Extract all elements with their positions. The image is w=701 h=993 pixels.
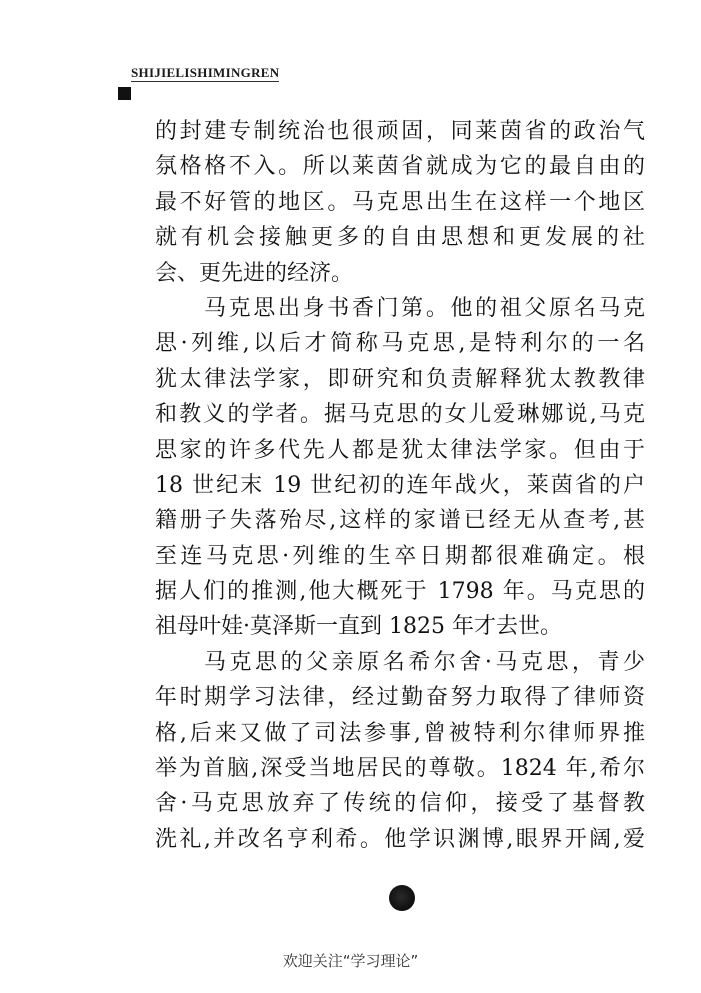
text-line: 举为首脑,深受当地居民的尊敬。1824 年,希尔 [155,756,645,782]
paragraph [155,645,645,857]
paragraph [155,291,645,645]
paragraph [155,114,645,291]
text-line: 思家的许多代先人都是犹太律法学家。但由于 [155,437,645,463]
text-line: 思·列维,以后才简称马克思,是特利尔的一名 [155,331,645,357]
text-line: 籍册子失落殆尽,这样的家谱已经无从查考,甚 [155,508,645,534]
text-line: 马克思的父亲原名希尔舍·马克思，青少 [204,649,645,675]
text-line: 最不好管的地区。马克思出生在这样一个地区 [155,189,645,215]
text-line: 年时期学习法律，经过勤奋努力取得了律师资 [155,685,645,711]
text-line: 氛格格不入。所以莱茵省就成为它的最自由的 [155,154,645,180]
page-number-blot [389,885,415,911]
text-line: 18 世纪末 19 世纪初的连年战火，莱茵省的户 [155,472,645,498]
text-line: 据人们的推测,他大概死于 1798 年。马克思的 [155,579,645,605]
body-text [155,114,645,857]
footer-note: 欢迎关注“学习理论” [282,952,419,970]
text-line: 祖母叶娃·莫泽斯一直到 1825 年才去世。 [155,614,562,640]
text-line: 的封建专制统治也很顽固，同莱茵省的政治气 [155,119,645,144]
text-line: 会、更先进的经济。 [155,260,354,286]
text-line: 至连马克思·列维的生卒日期都很难确定。根 [155,543,645,569]
header-square-marker [118,87,131,100]
text-line: 格,后来又做了司法参事,曾被特利尔律师界推 [155,720,645,746]
text-line: 舍·马克思放弃了传统的信仰，接受了基督教 [155,791,645,817]
running-title: SHIJIELISHIMINGREN [131,65,280,80]
text-line: 马克思出身书香门第。他的祖父原名马克 [204,295,645,321]
text-line: 就有机会接触更多的自由思想和更发展的社 [155,225,645,251]
text-line: 犹太律法学家，即研究和负责解释犹太教教律 [155,366,645,392]
text-line: 洗礼,并改名亨利希。他学识渊博,眼界开阔,爱 [155,826,645,852]
text-line: 和教义的学者。据马克思的女儿爱琳娜说,马克 [155,402,645,428]
